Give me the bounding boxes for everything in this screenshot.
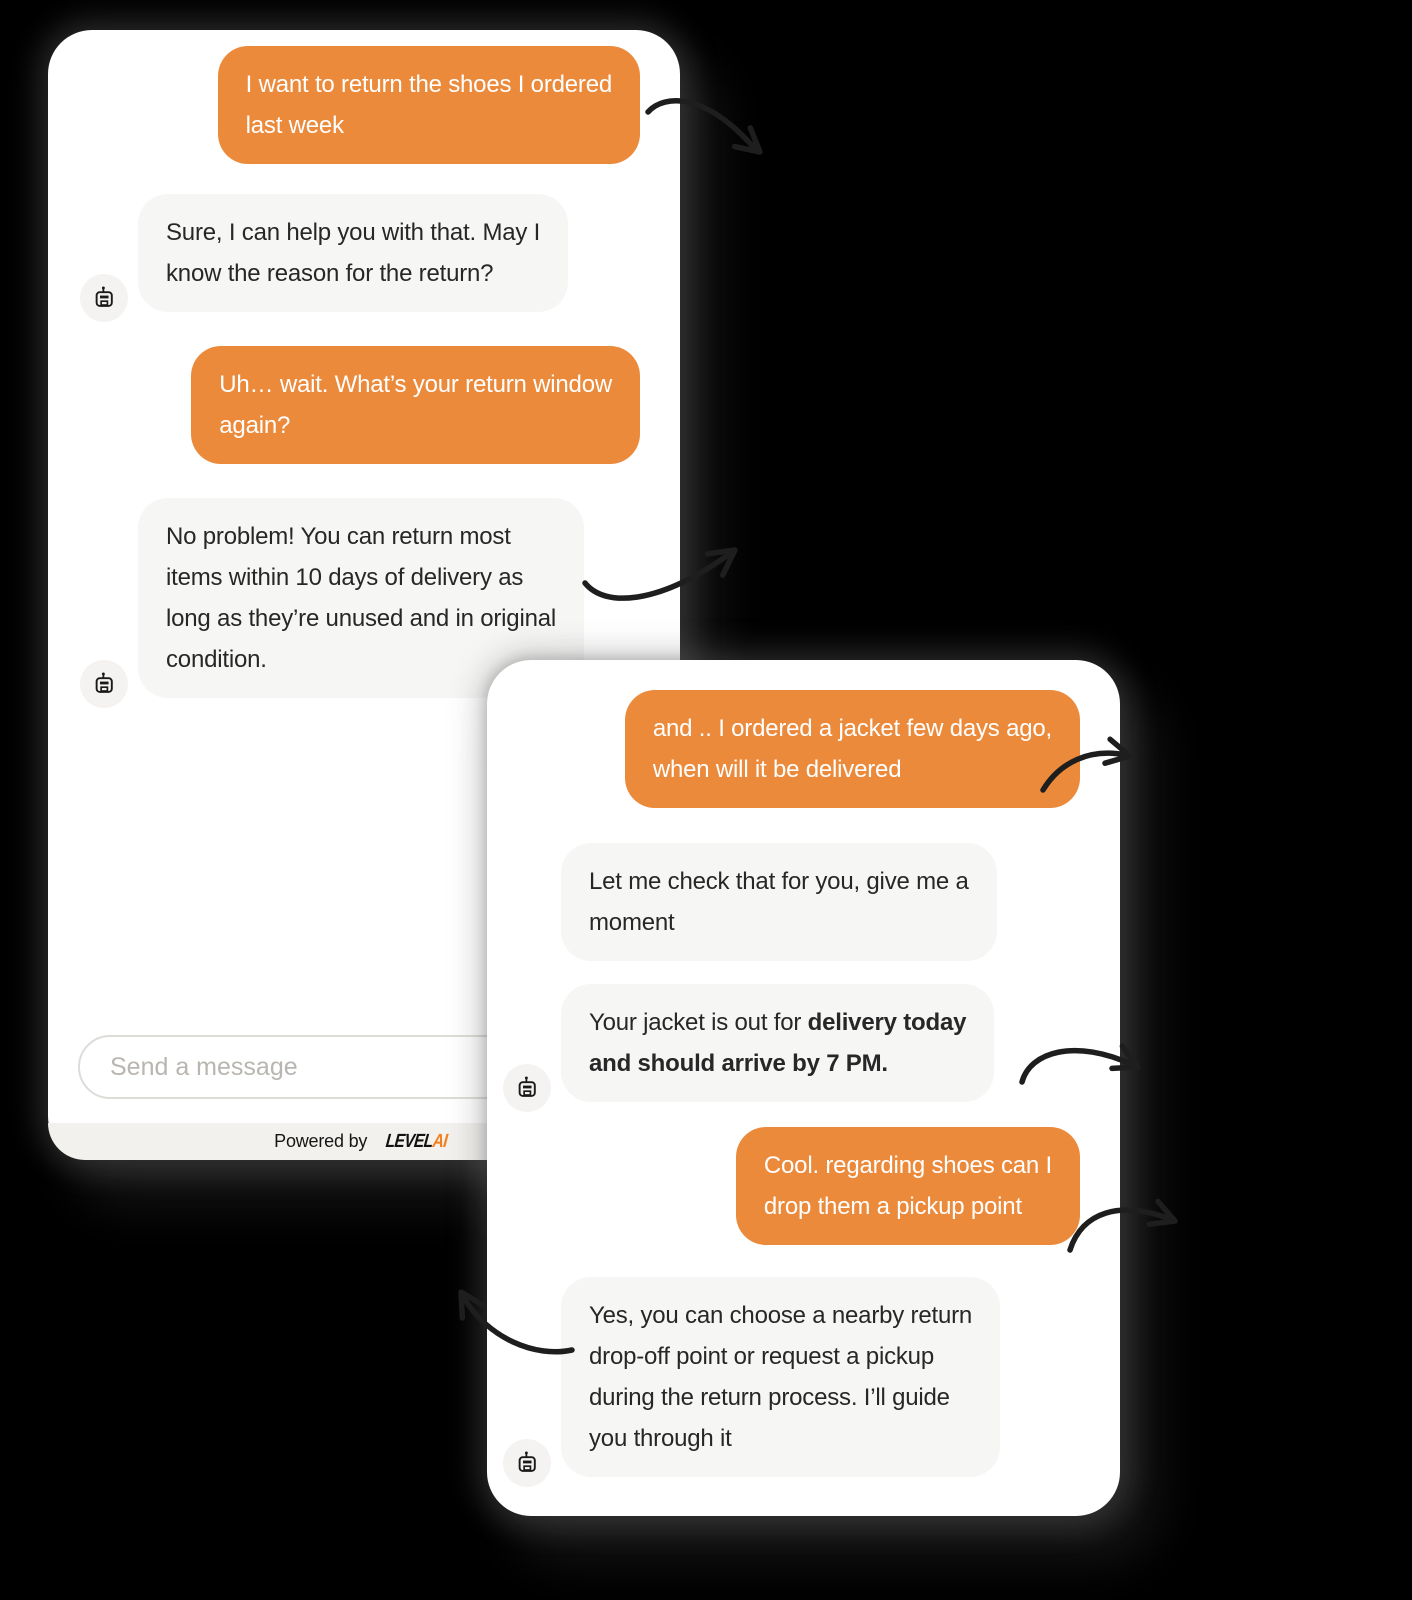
- message-line: again?: [219, 412, 291, 439]
- message-line: No problem! You can return most: [166, 523, 511, 550]
- message-line: drop-off point or request a pickup: [589, 1343, 934, 1370]
- message-line: items within 10 days of delivery as: [166, 564, 524, 591]
- message-line: long as they’re unused and in original: [166, 605, 557, 632]
- message-line: drop them a pickup point: [763, 1193, 1022, 1220]
- user-message-bubble: [191, 346, 640, 464]
- levelai-logo-ai: AI: [431, 1130, 449, 1152]
- message-line: Sure, I can help you with that. May I: [166, 219, 541, 246]
- bot-message-bubble: [561, 1277, 1000, 1477]
- chat-message-list: [487, 660, 1120, 1477]
- robot-icon: [91, 671, 118, 698]
- bold-text: delivery today: [807, 1009, 967, 1036]
- message-line: during the return process. I’ll guide: [589, 1384, 950, 1411]
- message-line: when will it be delivered: [652, 756, 902, 783]
- message-line: Cool. regarding shoes can I: [763, 1152, 1052, 1179]
- message-line: you through it: [589, 1425, 732, 1452]
- user-message-bubble: [625, 690, 1080, 808]
- bot-avatar: [503, 1064, 551, 1112]
- bot-avatar: [80, 660, 128, 708]
- bot-message-row: [503, 1277, 1080, 1477]
- user-message-bubble: [736, 1127, 1080, 1245]
- robot-icon: [514, 1075, 541, 1102]
- robot-icon: [91, 285, 118, 312]
- chat-message-list: [48, 30, 680, 698]
- message-line: and .. I ordered a jacket few days ago,: [652, 715, 1052, 742]
- bot-avatar: [503, 1439, 551, 1487]
- bot-avatar: [80, 274, 128, 322]
- message-line: Yes, you can choose a nearby return: [589, 1302, 973, 1329]
- bot-message-row: [503, 984, 1080, 1102]
- bot-message-row: [503, 843, 1080, 961]
- powered-by-label: Powered by: [274, 1131, 368, 1151]
- message-line: and should arrive by 7 PM.: [589, 1050, 888, 1077]
- message-line: know the reason for the return?: [166, 260, 494, 287]
- user-message-bubble: [218, 46, 640, 164]
- chat-window-2: [487, 660, 1120, 1516]
- message-line: moment: [589, 909, 675, 936]
- message-line: last week: [245, 112, 344, 139]
- message-line: Your jacket is out for delivery today: [589, 1009, 967, 1036]
- levelai-logo: [385, 1131, 449, 1153]
- robot-icon: [514, 1450, 541, 1477]
- message-line: Let me check that for you, give me a: [589, 868, 969, 895]
- bot-message-row: [80, 194, 640, 312]
- bot-message-bubble: [138, 194, 568, 312]
- message-line: Uh… wait. What’s your return window: [219, 371, 612, 398]
- message-line: condition.: [166, 646, 267, 673]
- message-line: I want to return the shoes I ordered: [245, 71, 612, 98]
- levelai-logo-level: LEVEL: [384, 1130, 435, 1152]
- bot-message-bubble: [561, 843, 997, 961]
- bot-message-bubble: [561, 984, 994, 1102]
